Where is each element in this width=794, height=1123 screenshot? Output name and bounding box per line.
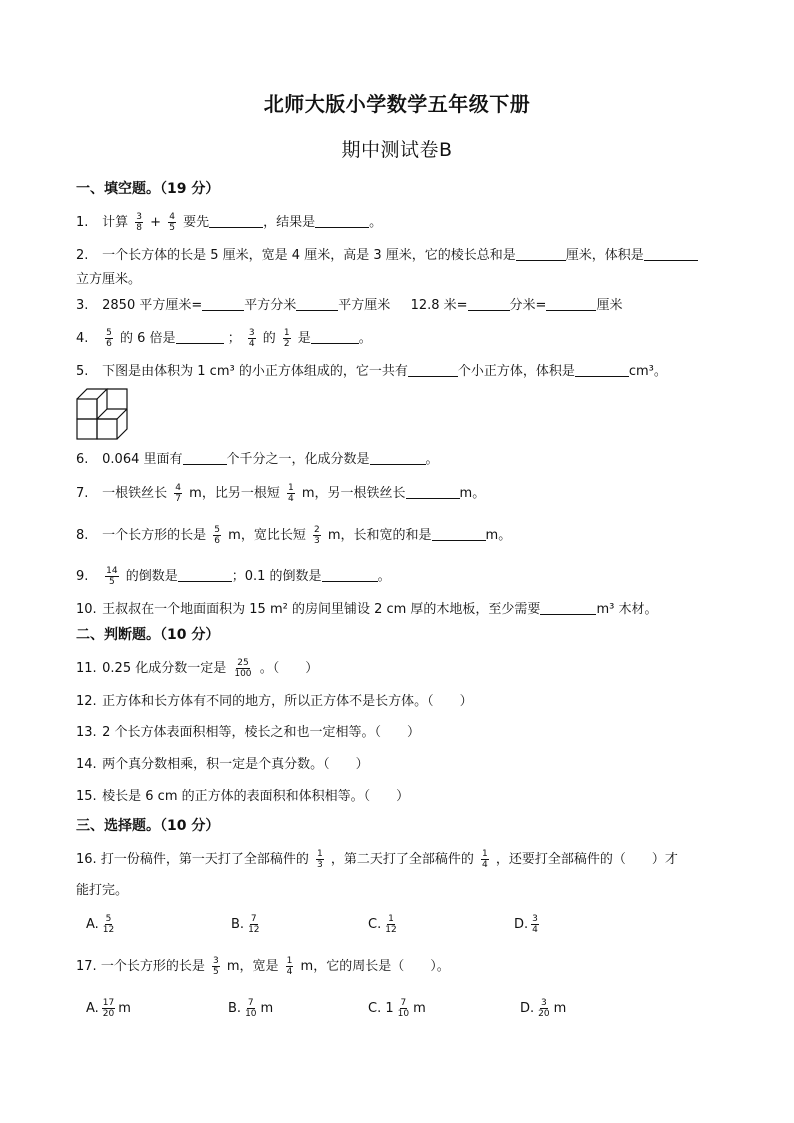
question-number: 11. (76, 661, 97, 676)
answer-blank[interactable] (176, 329, 224, 344)
question-number: 6. (76, 452, 89, 467)
question-14 (76, 756, 369, 774)
question-text[interactable]: 。（ ） (259, 661, 319, 676)
question-8 (76, 525, 511, 546)
question-7 (76, 483, 485, 504)
question-number: 4. (76, 331, 89, 346)
question-text: 要先 (183, 215, 210, 230)
question-number: 2. (76, 248, 89, 263)
question-text: m，宽是 (226, 959, 279, 974)
question-text: m，宽比长短 (228, 528, 306, 543)
question-text: 。 (377, 569, 391, 584)
question-text: 12.8 米= (410, 298, 468, 313)
section-fill-blank-heading: 一、填空题。（19 分） (76, 181, 220, 197)
question-text: 2850 平方厘米= (102, 298, 203, 313)
question-3 (76, 296, 622, 315)
question-text: m，长和宽的和是 (327, 528, 432, 543)
answer-blank[interactable] (575, 362, 629, 377)
option-c[interactable]: C. 1 $\frac{7}{10}$ m (368, 998, 426, 1019)
question-text: 王叔叔在一个地面面积为 15 m² 的房间里铺设 2 cm 厚的木地板，至少需要 (102, 602, 541, 617)
fraction: $\frac{5}{6}$ (106, 328, 112, 349)
question-text: 一个长方形的长是 (102, 528, 207, 543)
question-12 (76, 693, 473, 711)
question-15 (76, 788, 409, 806)
fraction: $\frac{1}{2}$ (283, 328, 290, 349)
question-text: ，第二天打了全部稿件的 (330, 852, 474, 867)
answer-blank[interactable] (540, 600, 596, 615)
question-16 (76, 849, 678, 870)
fraction: $\frac{14}{5}$ (106, 566, 118, 587)
answer-blank[interactable] (183, 450, 227, 465)
question-number: 16. (76, 852, 97, 867)
question-text: 0.25 化成分数一定是 (102, 661, 227, 676)
question-text: 厘米，体积是 (565, 248, 644, 263)
question-16-continued: 能打完。 (76, 883, 129, 898)
answer-blank[interactable] (202, 296, 244, 311)
section-multiple-choice-heading: 三、选择题。（10 分） (76, 818, 220, 834)
question-text: 0.064 里面有 (102, 452, 183, 467)
question-text: 计算 (102, 215, 129, 230)
option-d[interactable]: D. $\frac{3}{4}$ (514, 914, 538, 935)
fraction: $\frac{1}{4}$ (287, 483, 294, 504)
option-c[interactable]: C. $\frac{1}{12}$ (368, 914, 397, 935)
answer-blank[interactable] (468, 296, 510, 311)
question-text: 一根铁丝长 (102, 486, 168, 501)
question-text: m。 (459, 486, 486, 501)
question-text: 一个长方形的长是 (100, 959, 205, 974)
question-number: 3. (76, 298, 89, 313)
question-number: 10. (76, 602, 97, 617)
section-true-false-heading: 二、判断题。（10 分） (76, 627, 220, 643)
question-number: 1. (76, 215, 89, 230)
question-text: ，结果是 (263, 215, 316, 230)
fraction: $\frac{25}{100}$ (234, 658, 252, 679)
fraction: $\frac{4}{7}$ (175, 483, 182, 504)
answer-blank[interactable] (178, 567, 232, 582)
option-b[interactable]: B. $\frac{7}{10}$ m (228, 998, 274, 1019)
fraction: $\frac{2}{3}$ (313, 525, 320, 546)
answer-blank[interactable] (546, 296, 596, 311)
stacked-cubes-figure (76, 388, 136, 442)
question-text: m。 (485, 528, 512, 543)
question-text[interactable]: 正方体和长方体有不同的地方，所以正方体不是长方体。（ ） (102, 694, 473, 709)
question-text: 分米= (509, 298, 547, 313)
question-text[interactable]: 2 个长方体表面积相等，棱长之和也一定相等。（ ） (102, 725, 421, 740)
fraction: $\frac{1}{4}$ (482, 849, 488, 870)
option-a[interactable]: A. $\frac{17}{20}$ m (86, 998, 131, 1019)
question-5 (76, 362, 667, 381)
question-text: 的 (262, 331, 276, 346)
question-number: 14. (76, 757, 97, 772)
question-text: cm³。 (628, 364, 667, 379)
question-text: 打一份稿件，第一天打了全部稿件的 (100, 852, 309, 867)
question-13 (76, 724, 420, 742)
fraction: $\frac{4}{5}$ (169, 212, 175, 233)
question-text: 的倒数是 (125, 569, 178, 584)
question-text: m³ 木材。 (596, 602, 658, 617)
answer-blank[interactable] (432, 526, 486, 541)
question-text: 是 (297, 331, 311, 346)
question-4 (76, 328, 372, 349)
question-number: 9. (76, 569, 89, 584)
question-text: m，比另一根短 (189, 486, 280, 501)
option-a[interactable]: A. $\frac{5}{12}$ (86, 914, 115, 935)
question-11 (76, 658, 318, 679)
question-number: 8. (76, 528, 89, 543)
option-b[interactable]: B. $\frac{7}{12}$ (231, 914, 260, 935)
question-number: 13. (76, 725, 97, 740)
answer-blank[interactable] (296, 296, 338, 311)
question-number: 15. (76, 789, 97, 804)
fraction: $\frac{3}{5}$ (212, 956, 219, 977)
answer-blank[interactable] (406, 484, 460, 499)
question-10 (76, 600, 657, 619)
question-text: ； (227, 331, 241, 346)
question-text: 厘米 (596, 298, 623, 313)
answer-blank[interactable] (644, 246, 698, 261)
question-number: 5. (76, 364, 89, 379)
answer-blank[interactable] (370, 450, 426, 465)
answer-blank[interactable] (209, 213, 263, 228)
fraction: $\frac{3}{4}$ (248, 328, 255, 349)
answer-blank[interactable] (311, 329, 359, 344)
question-text: 下图是由体积为 1 cm³ 的小正方体组成的，它一共有 (102, 364, 408, 379)
page-title: 北师大版小学数学五年级下册 (263, 92, 531, 116)
fraction: $\frac{1}{3}$ (316, 849, 323, 870)
option-d[interactable]: D. $\frac{3}{20}$ m (520, 998, 567, 1019)
question-text: m，它的周长是（ ）。 (300, 959, 450, 974)
plus-sign: + (150, 215, 162, 230)
question-text: 一个长方体的长是 5 厘米，宽是 4 厘米，高是 3 厘米，它的棱长总和是 (102, 248, 516, 263)
fraction: $\frac{1}{4}$ (286, 956, 293, 977)
question-text[interactable]: 两个真分数相乘，积一定是个真分数。（ ） (102, 757, 369, 772)
question-number: 17. (76, 959, 97, 974)
question-text: 。 (358, 331, 372, 346)
question-6 (76, 450, 439, 469)
question-text: 个小正方体，体积是 (457, 364, 575, 379)
question-text: 平方分米 (244, 298, 297, 313)
fraction: $\frac{3}{8}$ (136, 212, 143, 233)
question-1 (76, 212, 382, 233)
question-number: 12. (76, 694, 97, 709)
question-text: 。 (369, 215, 383, 230)
question-text: 个千分之一，化成分数是 (226, 452, 370, 467)
question-text: 平方厘米 (338, 298, 391, 313)
answer-blank[interactable] (516, 246, 566, 261)
answer-blank[interactable] (315, 213, 369, 228)
question-2-continued: 立方厘米。 (76, 272, 142, 287)
question-text[interactable]: 棱长是 6 cm 的正方体的表面积和体积相等。（ ） (102, 789, 410, 804)
question-text: m，另一根铁丝长 (301, 486, 406, 501)
question-number: 7. (76, 486, 89, 501)
question-9 (76, 566, 391, 587)
question-text: 的 6 倍是 (120, 331, 176, 346)
question-text: ；0.1 的倒数是 (231, 569, 322, 584)
question-text: 。 (425, 452, 439, 467)
page-subtitle: 期中测试卷B (341, 139, 453, 161)
fraction: $\frac{5}{6}$ (214, 525, 221, 546)
question-2 (76, 246, 698, 265)
answer-blank[interactable] (322, 567, 378, 582)
answer-blank[interactable] (408, 362, 458, 377)
question-text: ，还要打全部稿件的（ ）才 (495, 852, 678, 867)
question-17 (76, 956, 450, 977)
